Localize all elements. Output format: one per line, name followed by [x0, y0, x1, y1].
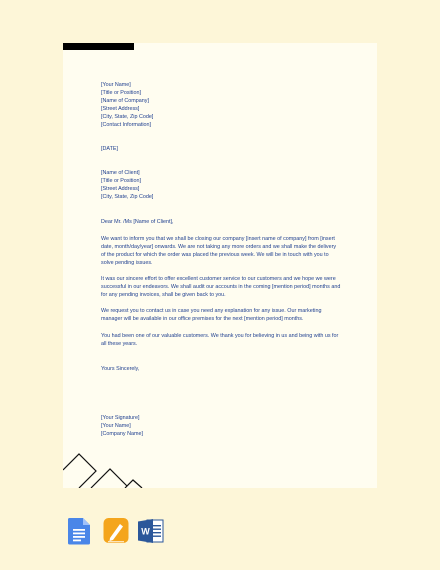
paragraph-line: It was our sincere effort to offer excellent customer service to our customers and we hope we were	[101, 276, 336, 282]
closing-line: Yours Sincerely,	[101, 366, 140, 372]
diamond-shape	[63, 454, 96, 488]
sender-name: [Your Name]	[101, 82, 131, 88]
sender-city: [City, State, Zip Code]	[101, 114, 154, 121]
signature-block	[101, 414, 143, 438]
sender-title: [Title or Position]	[101, 90, 141, 97]
paragraph-line: of the product for which the order was placed the previous week. We will be in touch with you to	[101, 252, 329, 259]
svg-text:W: W	[141, 526, 150, 537]
word-icon[interactable]	[138, 517, 164, 545]
closing	[101, 365, 139, 373]
diamond-shape	[91, 469, 127, 488]
client-street: [Street Address]	[101, 186, 140, 193]
paragraph-line: manager will be available in our office premises for the next [mention period] months.	[101, 316, 304, 323]
paragraph-3	[101, 307, 321, 323]
paragraph-2	[101, 275, 340, 299]
paragraph-line: date, month/day/year] onwards. We are not taking any more orders and we shall make the delivery	[101, 244, 337, 251]
paragraph-line: for any pending invoices, shall be given back to you.	[101, 292, 226, 299]
sender-block	[101, 81, 153, 130]
sender-contact: [Contact Information]	[101, 122, 152, 129]
client-block	[101, 169, 153, 201]
paragraph-line: You had been one of our valuable customers. We thank you for believing in us and being with us for	[101, 333, 339, 339]
client-title: [Title or Position]	[101, 178, 141, 185]
sender-street: [Street Address]	[101, 106, 140, 113]
diamond-shape	[125, 480, 142, 488]
signature-company: [Company Name]	[101, 431, 143, 438]
signature-name: [Your Name]	[101, 423, 131, 430]
google-docs-icon[interactable]	[66, 517, 92, 545]
letter-page	[63, 43, 377, 488]
date-line	[101, 145, 118, 153]
greeting	[101, 218, 174, 226]
paragraph-1	[101, 235, 336, 267]
paragraph-line: We request you to contact us in case you need any explanation for any issue. Our marketing	[101, 308, 322, 314]
sender-company: [Name of Company]	[101, 98, 149, 105]
paragraph-line: solve pending issues.	[101, 260, 153, 267]
pages-icon[interactable]	[103, 517, 129, 545]
decorative-diamonds	[63, 448, 153, 488]
paragraph-4	[101, 332, 338, 348]
signature-line: [Your Signature]	[101, 415, 140, 421]
paragraph-line: We want to inform you that we shall be closing our company [insert name of company] from [insert	[101, 236, 335, 242]
client-name: [Name of Client]	[101, 170, 140, 176]
greeting-line: Dear Mr. /Ms [Name of Client],	[101, 219, 174, 225]
header-bar	[63, 43, 134, 50]
date: [DATE]	[101, 146, 118, 152]
paragraph-line: all these years.	[101, 341, 138, 348]
paragraph-line: successful in our endeavors. We shall audit our accounts in the coming [mention period] months and	[101, 284, 341, 291]
client-city: [City, State, Zip Code]	[101, 194, 154, 201]
